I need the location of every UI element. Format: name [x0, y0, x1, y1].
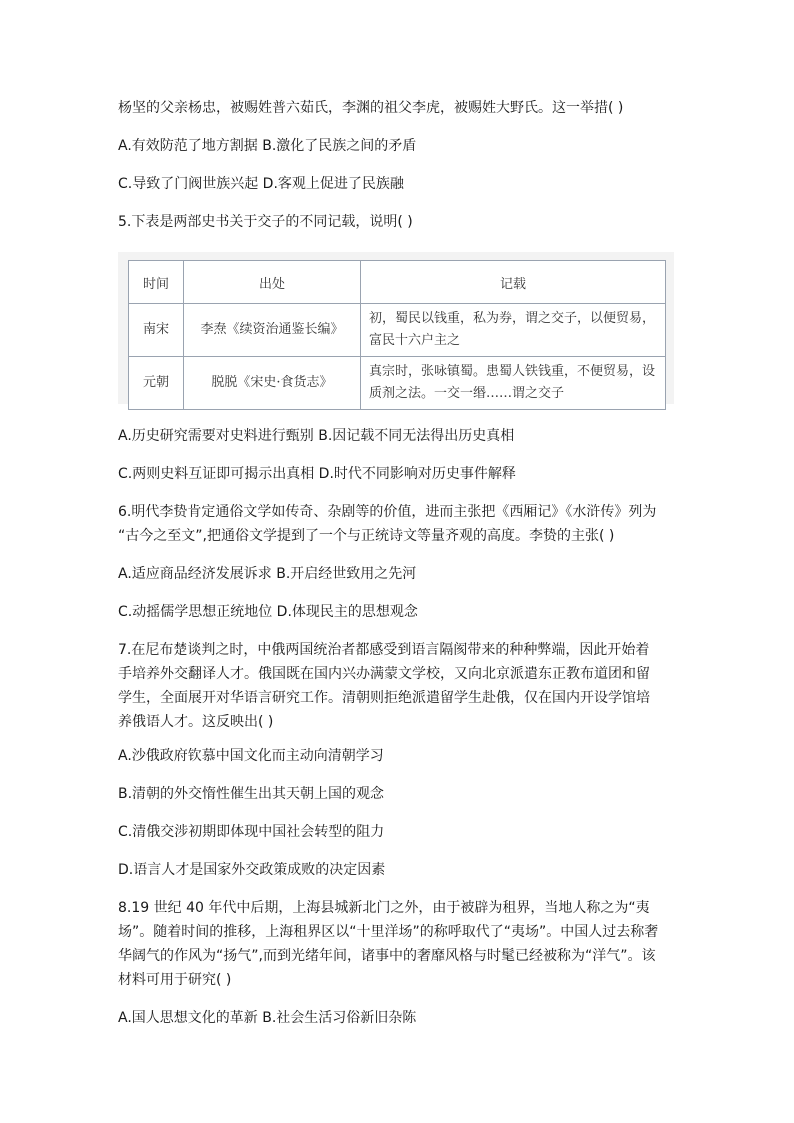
question-8-stem-line-2: 场”。随着时间的推移，上海租界区以“十里洋场”的称呼取代了“夷场”。中国人过去称奢 — [118, 924, 659, 940]
table-cell: 脱脱《宋史·食货志》 — [184, 357, 361, 410]
table-header: 出处 — [184, 261, 361, 304]
table-header-row — [129, 261, 666, 304]
question-7-option-a: A.沙俄政府钦慕中国文化而主动向清朝学习 — [118, 748, 384, 764]
table-row — [129, 304, 666, 357]
question-7-option-c: C.清俄交涉初期即体现中国社会转型的阻力 — [118, 824, 385, 840]
question-5-options-ab: A.历史研究需要对史料进行甄别 B.因记载不同无法得出历史真相 — [118, 428, 515, 444]
question-7-stem-line-2: 手培养外交翻译人才。俄国既在国内兴办满蒙文学校，又向北京派遣东正教布道团和留 — [118, 666, 650, 682]
question-6-options-cd: C.动摇儒学思想正统地位 D.体现民主的思想观念 — [118, 604, 418, 620]
question-4-options-cd: C.导致了门阀世族兴起 D.客观上促进了民族融 — [118, 176, 404, 192]
question-6-stem-line-1: 6.明代李贽肯定通俗文学如传奇、杂剧等的价值，进而主张把《西厢记》《水浒传》列为 — [118, 504, 657, 520]
table-cell: 李焘《续资治通鉴长编》 — [184, 304, 361, 357]
table-header: 记载 — [361, 261, 666, 304]
question-7-stem-line-3: 学生，全面展开对华语言研究工作。清朝则拒绝派遣留学生赴俄，仅在国内开设学馆培 — [118, 690, 650, 706]
question-7-option-d: D.语言人才是国家外交政策成败的决定因素 — [118, 862, 386, 878]
question-5-options-cd: C.两则史料互证即可揭示出真相 D.时代不同影响对历史事件解释 — [118, 466, 516, 482]
table-header: 时间 — [129, 261, 184, 304]
question-7-stem-line-4: 养俄语人才。这反映出( ) — [118, 714, 274, 730]
question-8-stem-line-1: 8.19 世纪 40 年代中后期，上海县城新北门之外，由于被辟为租界，当地人称之为“夷 — [118, 900, 650, 916]
question-4-stem: 杨坚的父亲杨忠，被赐姓普六茹氏，李渊的祖父李虎，被赐姓大野氏。这一举措( ) — [118, 100, 624, 116]
question-5-stem: 5.下表是两部史书关于交子的不同记载，说明( ) — [118, 214, 413, 230]
question-6-options-ab: A.适应商品经济发展诉求 B.开启经世致用之先河 — [118, 566, 417, 582]
question-8-options-ab: A.国人思想文化的革新 B.社会生活习俗新旧杂陈 — [118, 1010, 417, 1026]
jiaozi-table-figure — [118, 252, 674, 404]
jiaozi-table — [128, 260, 666, 410]
table-row — [129, 357, 666, 410]
table-cell: 南宋 — [129, 304, 184, 357]
table-cell: 初，蜀民以钱重，私为券，谓之交子，以便贸易，富民十六户主之 — [361, 304, 666, 357]
question-8-stem-line-4: 材料可用于研究( ) — [118, 972, 232, 988]
table-cell: 元朝 — [129, 357, 184, 410]
question-7-option-b: B.清朝的外交惰性催生出其天朝上国的观念 — [118, 786, 385, 802]
question-6-stem-line-2: “古今之至文”,把通俗文学提到了一个与正统诗文等量齐观的高度。李贽的主张( ) — [118, 528, 615, 544]
question-7-stem-line-1: 7.在尼布楚谈判之时，中俄两国统治者都感受到语言隔阂带来的种种弊端，因此开始着 — [118, 642, 650, 658]
table-cell: 真宗时，张咏镇蜀。患蜀人铁钱重，不便贸易，设质剂之法。一交一缗……谓之交子 — [361, 357, 666, 410]
question-8-stem-line-3: 华阔气的作风为“扬气”,而到光绪年间，诸事中的奢靡风格与时髦已经被称为“洋气”。该 — [118, 948, 656, 964]
question-4-options-ab: A.有效防范了地方割据 B.激化了民族之间的矛盾 — [118, 138, 417, 154]
